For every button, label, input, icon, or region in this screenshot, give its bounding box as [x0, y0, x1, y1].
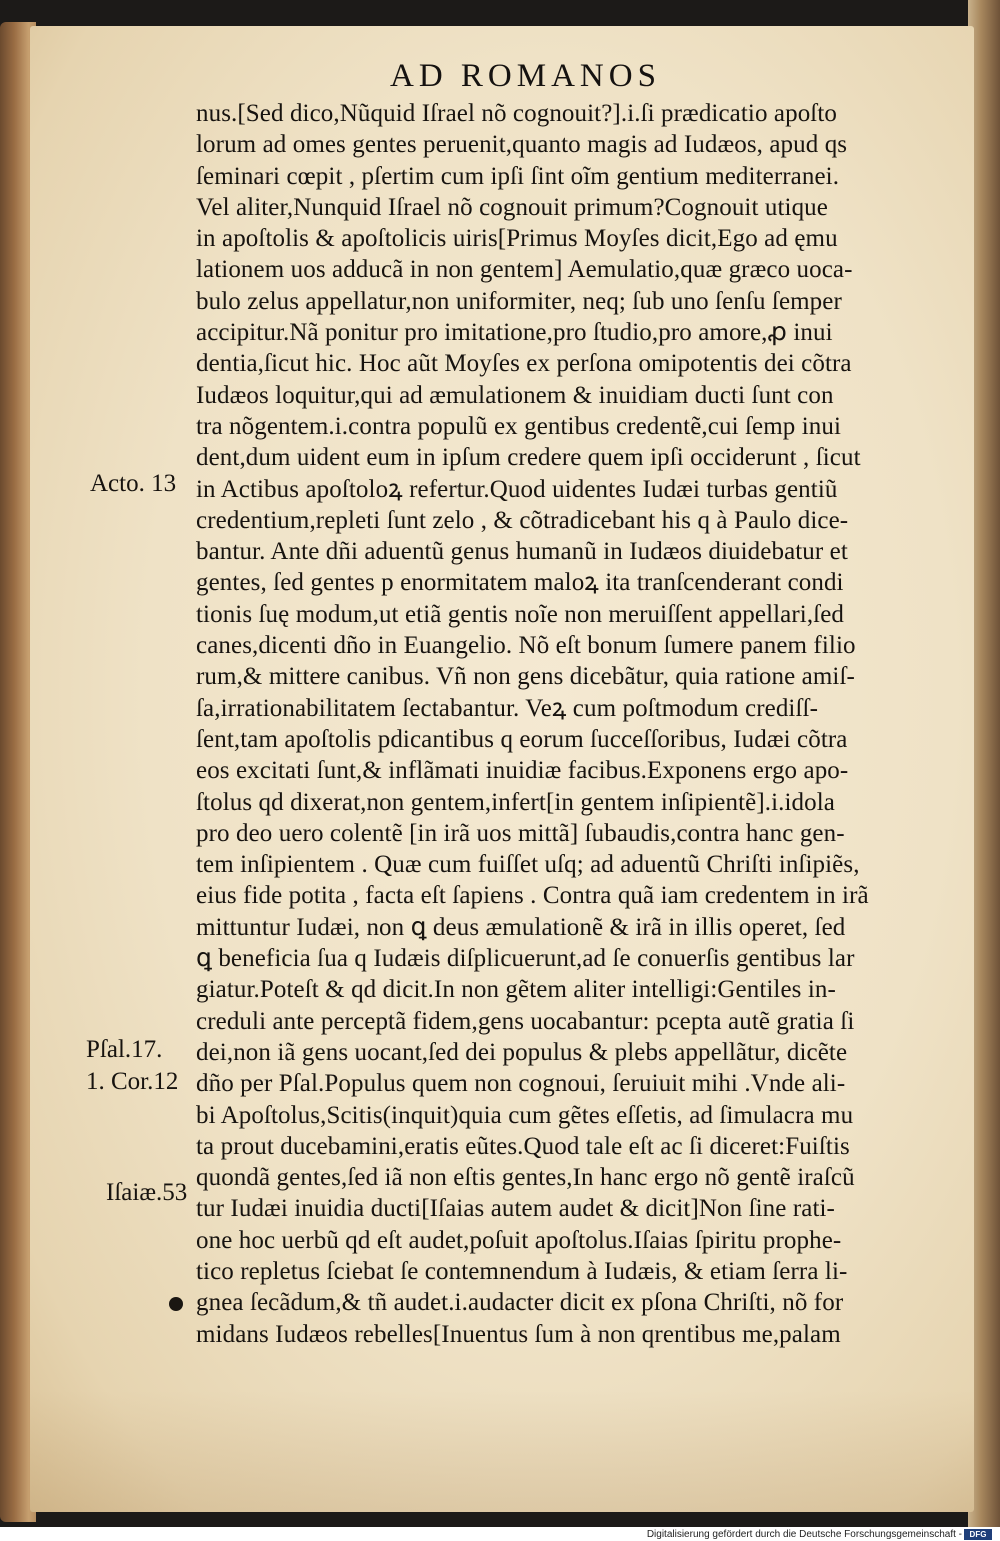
text-line: bulo zelus appellatur,non uniformiter, neq; ſub uno ſenſu ſemper	[196, 287, 842, 315]
text-line: ꝗ beneficia ſua q Iudæis diſplicuerunt,ad ſe conuerſis gentibus lar	[196, 945, 855, 973]
text-line: bantur. Ante dñi aduentũ genus humanũ in Iudæos diuidebatur et	[196, 538, 848, 566]
text-line: eos excitati ſunt,& inflãmati inuidiæ facibus.Exponens ergo apo-	[196, 757, 849, 785]
page-stain	[30, 1390, 974, 1512]
text-line: in apoſtolis & apoſtolicis uiris[Primus Moyſes dicit,Ego ad ęmu	[196, 225, 838, 253]
text-line: gentes, ſed gentes p enormitatem maloꝝ ita tranſcenderant condi	[196, 569, 844, 597]
margin-note: Iſaiæ.53	[106, 1179, 188, 1206]
text-line: in Actibus apoſtoloꝝ refertur.Quod uidentes Iudæi turbas gentiũ	[196, 475, 838, 503]
text-line: one hoc uerbũ qd eſt audet,poſuit apoſtolus.Iſaias ſpiritu prophe-	[196, 1226, 842, 1254]
text-line: giatur.Poteſt & qd dicit.In non gẽtem aliter intelligi:Gentiles in-	[196, 976, 836, 1004]
text-line: bi Apoſtolus,Scitis(inquit)quia cum gẽtes eſſetis, ad ſimulacra mu	[196, 1101, 854, 1129]
body-text	[196, 98, 966, 1350]
dfg-logo: DFG	[964, 1529, 992, 1540]
text-line: ta prout ducebamini,eratis eũtes.Quod tale eſt ac ſi diceret:Fuiſtis	[196, 1132, 850, 1160]
text-line: eius fide potita , facta eſt ſapiens . Contra quã iam credentem in irã	[196, 882, 869, 910]
text-line: ſtolus qd dixerat,non gentem,infert[in gentem inſipientẽ].i.idola	[196, 788, 835, 816]
text-line: dei,non iã gens uocant,ſed dei populus & plebs appellãtur, dicẽte	[196, 1038, 848, 1066]
text-line: tico repletus ſciebat ſe contemnendum à Iudæis, & etiam ſerra li-	[196, 1257, 848, 1285]
text-line: Iudæos loquitur,qui ad æmulationem & inuidiam ducti ſunt con	[196, 381, 834, 409]
text-line: tem inſipientem . Quæ cum fuiſſet uſq; ad aduentũ Chriſti inſipiẽs,	[196, 851, 860, 879]
ink-dot	[169, 1297, 183, 1311]
text-line: lationem uos adducã in non gentem] Aemulatio,quæ græco uoca-	[196, 256, 853, 284]
digitization-credit: Digitalisierung gefördert durch die Deutsche Forschungsgemeinschaft -	[646, 1529, 962, 1540]
text-line: credentium,repleti ſunt zelo , & cõtradicebant his q à Paulo dice-	[196, 506, 849, 534]
text-line: lorum ad omes gentes peruenit,quanto magis ad Iudæos, apud qs	[196, 131, 848, 159]
text-line: canes,dicenti dño in Euangelio. Nõ eſt bonum ſumere panem filio	[196, 632, 856, 660]
text-line: nus.[Sed dico,Nũquid Iſrael nõ cognouit?].i.ſi prædicatio apoſto	[196, 100, 837, 127]
text-line: ſeminari cœpit , pſertim cum ipſi ſint oĩm gentium mediterranei.	[196, 162, 840, 190]
text-line: accipitur.Nã ponitur pro imitatione,pro ſtudio,pro amore,ꝓ inui	[196, 319, 833, 347]
text-line: tur Iudæi inuidia ducti[Iſaias autem audet & dicit]Non ſine rati-	[196, 1195, 835, 1223]
text-line: Vel aliter,Nunquid Iſrael nõ cognouit primum?Cognouit utique	[196, 193, 828, 221]
text-line: tra nõgentem.i.contra populũ ex gentibus credentẽ,cui ſemp inui	[196, 412, 841, 440]
margin-note: 1. Cor.12	[86, 1068, 179, 1095]
running-head: AD ROMANOS	[390, 58, 661, 94]
text-line: creduli ante perceptã fidem,gens uocabantur: pcepta autẽ gratia ſi	[196, 1007, 855, 1035]
margin-note: Acto. 13	[90, 470, 177, 497]
text-line: dentia,ſicut hic. Hoc aũt Moyſes ex perſona omipotentis dei cõtra	[196, 350, 852, 378]
text-line: midans Iudæos rebelles[Inuentus ſum à non qrentibus me,palam	[196, 1320, 841, 1348]
text-line: quondã gentes,ſed iã non eſtis gentes,In hanc ergo nõ gentẽ iraſcũ	[196, 1164, 855, 1192]
text-line: dño per Pſal.Populus quem non cognoui, ſeruiuit mihi .Vnde ali-	[196, 1070, 846, 1098]
text-line: ſent,tam apoſtolis pdicantibus q eorum ſucceſſoribus, Iudæi cõtra	[196, 725, 848, 753]
text-line: tionis ſuę modum,ut etiã gentis noĩe non meruiſſent appellari,ſed	[196, 600, 845, 628]
text-line: dent,dum uident eum in ipſum credere quem ipſi occiderunt , ſicut	[196, 444, 861, 472]
text-line: mittuntur Iudæi, non ꝗ deus æmulationẽ & irã in illis operet, ſed	[196, 913, 846, 941]
margin-note: Pſal.17.	[86, 1036, 163, 1063]
text-line: pro deo uero colentẽ [in irã uos mittã] ſubaudis,contra hanc gen-	[196, 819, 845, 847]
text-line: ſa,irrationabilitatem ſectabantur. Veꝝ cum poſtmodum crediſſ-	[196, 694, 818, 722]
text-line: gnea ſecãdum,& tñ audet.i.audacter dicit ex pſona Chriſti, nõ for	[196, 1289, 844, 1317]
text-line: rum,& mittere canibus. Vñ non gens dicebãtur, quia ratione amiſ-	[196, 663, 855, 691]
